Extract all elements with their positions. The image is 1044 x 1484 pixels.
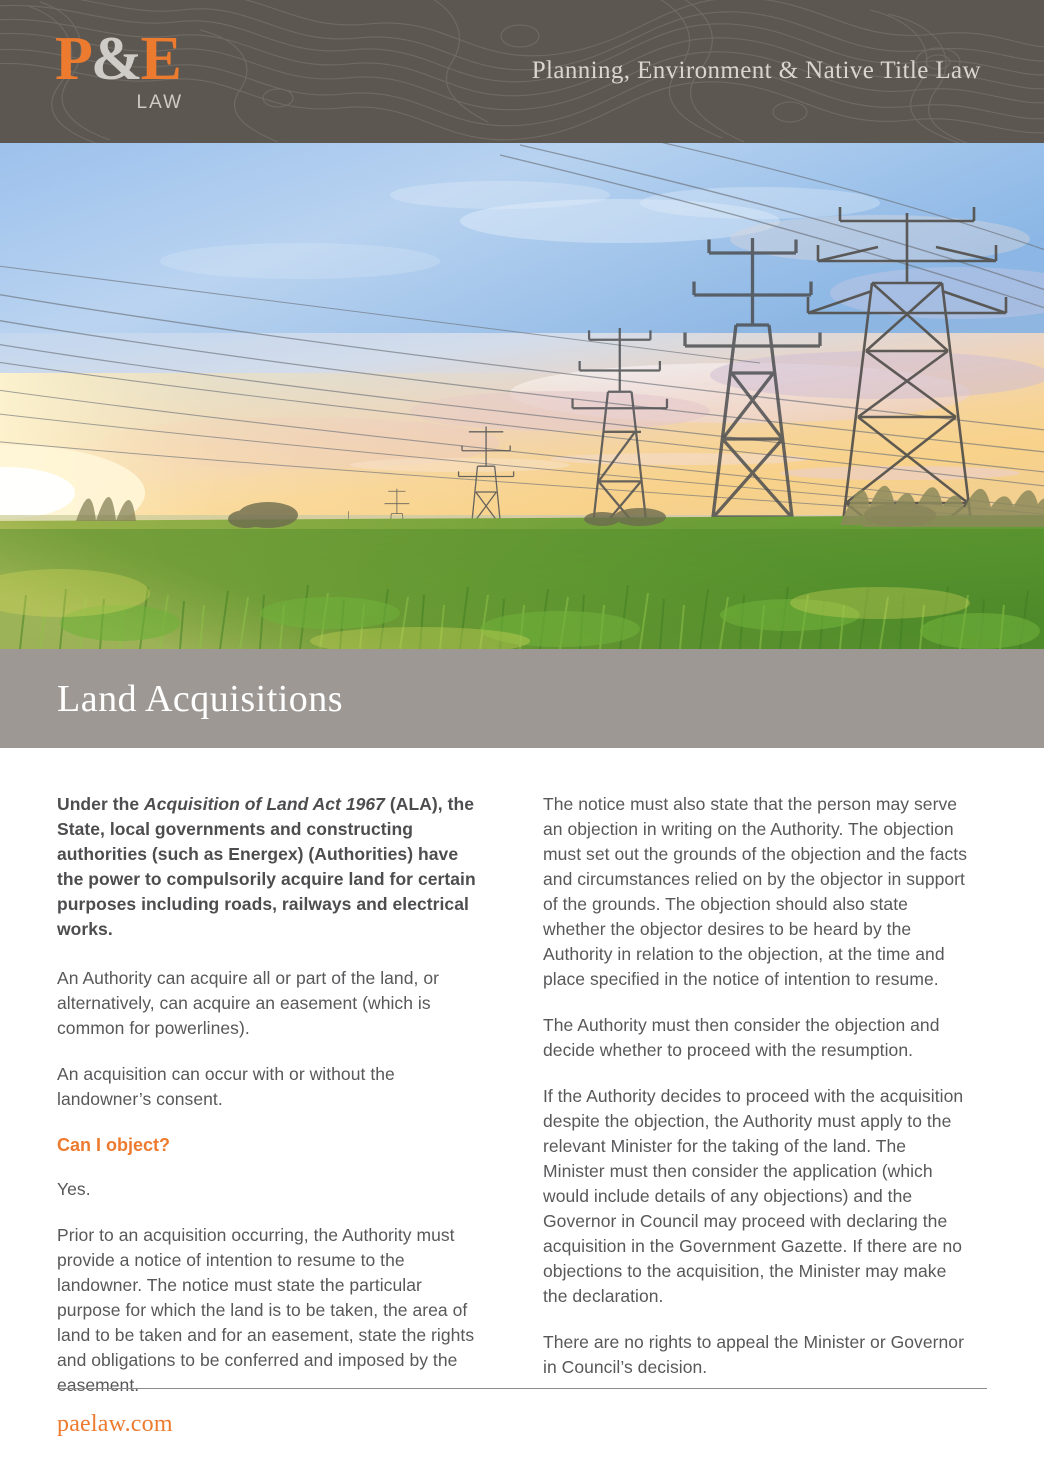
logo-letter-e: E <box>140 25 180 93</box>
lead-statute-name: Acquisition of Land Act 1967 <box>144 794 385 814</box>
paragraph: Prior to an acquisition occurring, the Authority must provide a notice of intention to resume to the landowner. The notice must state the particular purpose for which the land is to be taken, the area of land to be taken and for an easement, state the rights and obligations to be conferred and imposed by the easement. <box>57 1225 475 1395</box>
right-column <box>543 792 971 1419</box>
hero-illustration <box>0 143 1044 649</box>
paragraph: The Authority must then consider the objection and decide whether to proceed with the resumption. <box>543 1015 940 1060</box>
hero-image <box>0 143 1044 649</box>
page-header <box>0 0 1044 143</box>
title-band <box>0 649 1044 748</box>
paragraph: An acquisition can occur with or without the landowner’s consent. <box>57 1064 395 1109</box>
paragraph: An Authority can acquire all or part of the land, or alternatively, can acquire an easement (which is common for powerlines). <box>57 968 439 1038</box>
article-body <box>0 748 1044 1419</box>
logo-ampersand: & <box>90 25 141 93</box>
page-footer <box>0 1388 1044 1484</box>
logo-letter-p: P <box>55 25 91 93</box>
paragraph: If the Authority decides to proceed with the acquisition despite the objection, the Authority must apply to the relevant Minister for the taking of the land. The Minister must then consider the application (which would include details of any objections) and the Governor in Council may proceed with declaring the acquisition in the Government Gazette. If there are no objections to the acquisition, the Minister may make the declaration. <box>543 1086 964 1306</box>
logo-wordmark <box>55 25 185 93</box>
paragraph: Yes. <box>57 1179 91 1199</box>
logo-subtext: LAW <box>136 92 183 113</box>
lead-paragraph <box>57 792 485 942</box>
company-logo[interactable] <box>55 25 185 116</box>
left-column <box>57 792 485 1419</box>
paragraph: There are no rights to appeal the Minister or Governor in Council’s decision. <box>543 1332 964 1377</box>
header-tagline: Planning, Environment & Native Title Law <box>531 57 981 84</box>
lead-after: (ALA), the State, local governments and constructing authorities (such as Energex) (Authorities) have the power to compulsorily acquire land for certain purposes including roads, railways and electrical works. <box>57 794 476 939</box>
page-title: Land Acquisitions <box>57 677 344 720</box>
section-heading-can-i-object: Can I object? <box>57 1135 171 1155</box>
paragraph: The notice must also state that the person may serve an objection in writing on the Authority. The objection must set out the grounds of the objection and the facts and circumstances relied on by the objector in support of the grounds. The objection should also state whether the objector desires to be heard by the Authority in relation to the objection, at the time and place specified in the notice of intention to resume. <box>543 794 967 989</box>
lead-before: Under the <box>57 794 145 814</box>
website-link[interactable]: paelaw.com <box>57 1411 173 1437</box>
footer-divider <box>57 1388 987 1389</box>
